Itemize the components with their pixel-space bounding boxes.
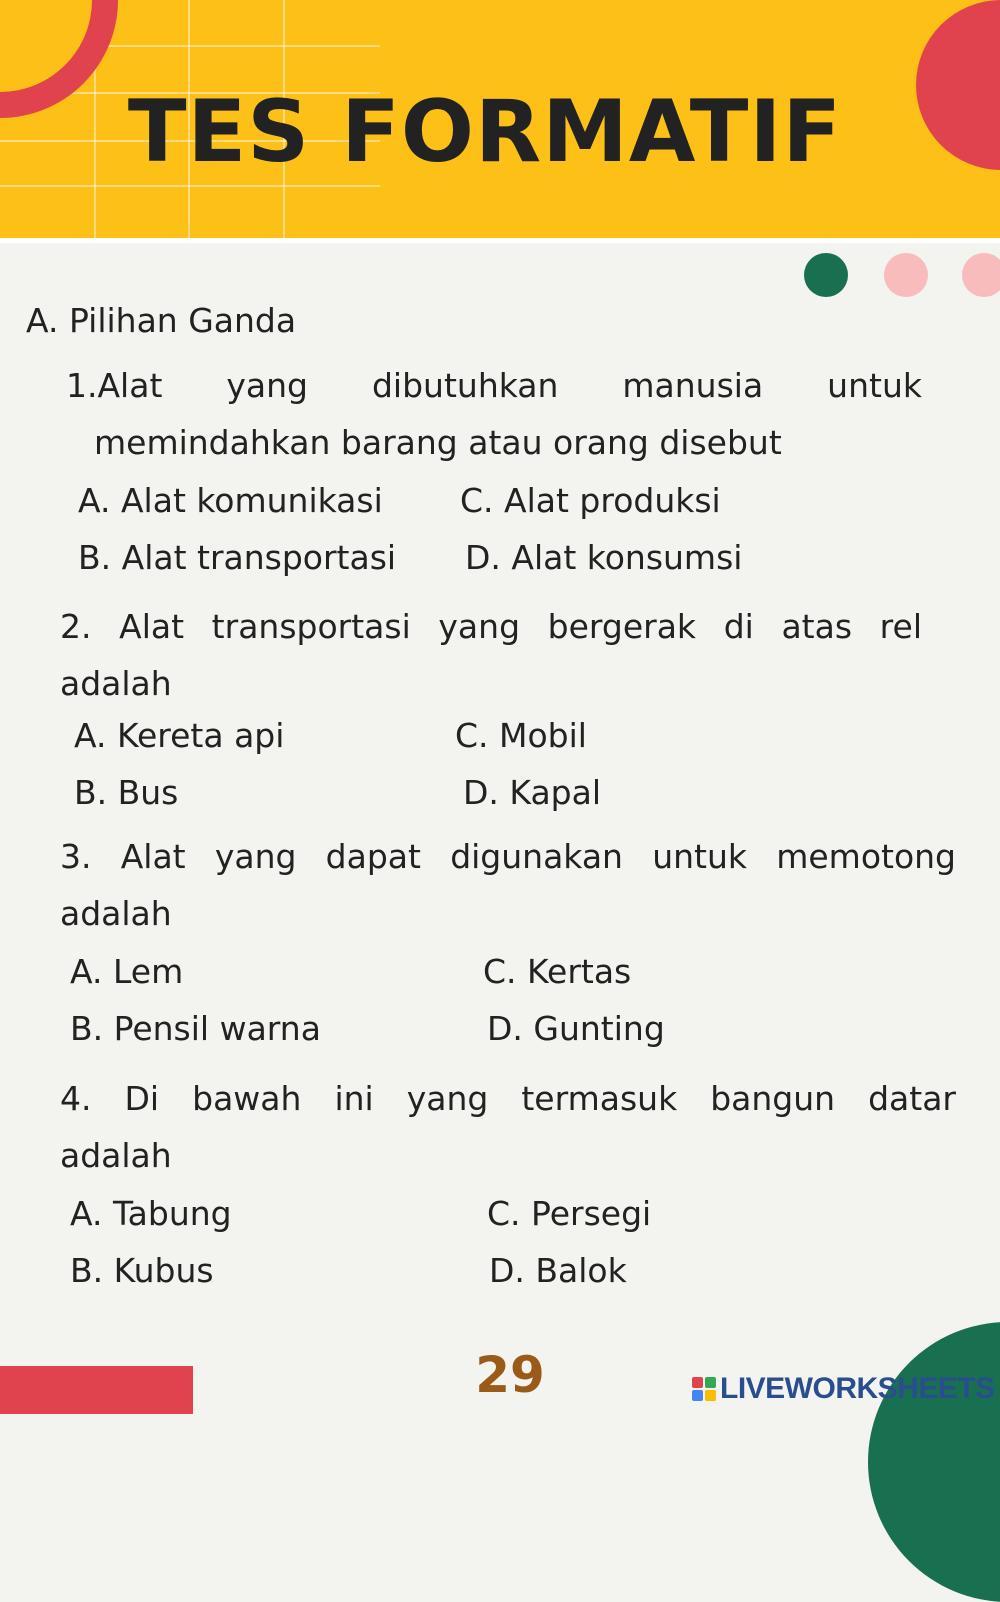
page-number: 29 [475,1346,545,1404]
question-3-option-a: A. Lem [70,952,184,991]
question-2-line-1: 2. Alat transportasi yang bergerak di atas rel [60,607,922,646]
liveworksheets-logo-icon [692,1377,716,1401]
footer-accent-bar [0,1366,193,1414]
question-4-option-a: A. Tabung [70,1194,232,1233]
question-1-line-2: memindahkan barang atau orang disebut [94,423,782,462]
question-2-option-a: A. Kereta api [74,716,285,755]
section-label: A. Pilihan Ganda [26,301,297,340]
question-word: dibutuhkan [371,366,559,405]
header-banner [0,0,1000,238]
question-4-option-b: B. Kubus [70,1251,214,1290]
question-3-option-c: C. Kertas [483,952,632,991]
question-3-line-2: adalah [60,894,172,933]
question-4-line-1: 4. Di bawah ini yang termasuk bangun datar [60,1079,956,1118]
decorative-dot [804,253,848,297]
grid-line [0,185,380,187]
question-4-line-2: adalah [60,1136,172,1175]
question-word: untuk [827,366,922,405]
question-word: 1.Alat [66,366,163,405]
question-3-option-d: D. Gunting [487,1009,665,1048]
decorative-corner-circle [868,1322,1000,1602]
question-1-line-1 [66,366,922,406]
page-title: TES FORMATIF [127,82,843,182]
question-2-line-2: adalah [60,664,172,703]
question-3-option-b: B. Pensil warna [70,1009,321,1048]
question-1-option-b: B. Alat transportasi [78,538,397,577]
decorative-dot [884,253,928,297]
decorative-dot [962,253,1000,297]
question-2-option-d: D. Kapal [463,773,602,812]
question-word: manusia [622,366,764,405]
question-1-option-c: C. Alat produksi [460,481,721,520]
question-word: yang [226,366,308,405]
question-4-option-c: C. Persegi [487,1194,652,1233]
header-divider [0,238,1000,243]
question-4-option-d: D. Balok [489,1251,627,1290]
question-1-option-a: A. Alat komunikasi [78,481,383,520]
question-2-option-c: C. Mobil [455,716,587,755]
question-2-option-b: B. Bus [74,773,179,812]
question-1-option-d: D. Alat konsumsi [465,538,743,577]
brand-logo [692,1373,995,1405]
brand-name: LIVEWORKSHEETS [720,1372,995,1405]
question-3-line-1: 3. Alat yang dapat digunakan untuk memotong [60,837,956,876]
